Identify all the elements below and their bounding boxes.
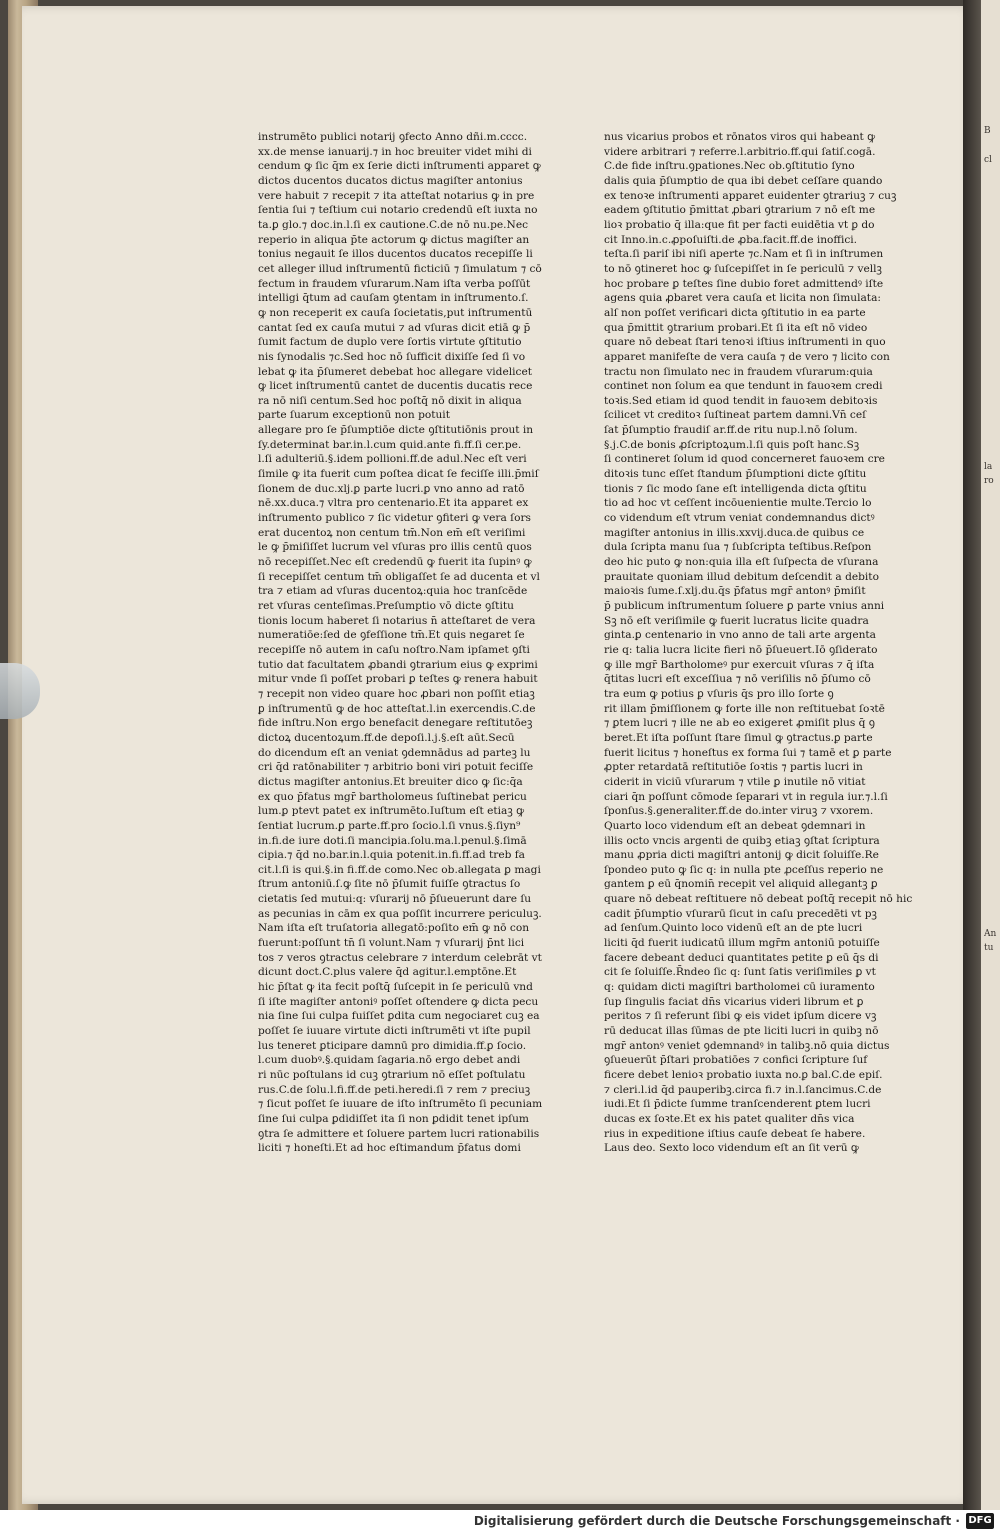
sliver-line xyxy=(984,184,1000,199)
text-line: magiſter antonius in illis.xxvij.duca.de quibus ce xyxy=(604,526,865,539)
text-line: liciti q̄d fuerit iudicatū illum mgr̄m antoniū potuiſſe xyxy=(604,937,880,950)
text-line: ꝙ non receperit ex cauſa ſocietatis,put inſtrumentū xyxy=(258,306,533,319)
text-line: ſentia ſui ⁊ teſtium cui notario credendū eſt iuxta no xyxy=(258,204,538,217)
sliver-line xyxy=(984,330,1000,345)
sliver-line xyxy=(984,520,1000,535)
sliver-line: ro xyxy=(984,476,994,487)
sliver-line xyxy=(984,899,1000,914)
text-line: ſumit factum de duplo vere ſortis virtute ꝯſtitutio xyxy=(258,336,522,349)
text-line: reperio in aliqua p̄te actorum ꝙ dictus magiſter an xyxy=(258,233,530,246)
sliver-line xyxy=(984,403,1000,418)
text-line: ꝓpter retardatā reſtitutiōe ſoꝛtis ⁊ partis lucri in xyxy=(604,761,863,774)
sliver-line xyxy=(984,228,1000,243)
sliver-line xyxy=(984,841,1000,856)
text-line: cit Inno.in.c.ꝓpoſuiſti.de ꝓba.facit.ff.de inoffici. xyxy=(604,233,858,246)
footer-credit: Digitalisierung gefördert durch die Deutsche Forschungsgemeinschaft · xyxy=(473,1514,960,1528)
text-line: ſionem de duc.xlj.ꝑ parte lucri.ꝑ vno anno ad ratō xyxy=(258,482,525,495)
text-line: alſ non poſſet verificari dicta ꝯſtitutio in ea parte xyxy=(604,306,866,319)
sliver-line xyxy=(984,301,1000,316)
text-line: rū deducat illas ſūmas de pte liciti lucri in quibꝫ nō xyxy=(604,1025,879,1038)
text-line: instrumēto publici notarij ꝯfecto Anno dñi.m.cccc. xyxy=(258,131,528,143)
text-line: ducas ex ſoꝛte.Et ex his patet qualiter dn̄s vica xyxy=(604,1112,855,1125)
sliver-line xyxy=(984,1031,1000,1046)
text-line: ⁊ ſicut poſſet ſe iuuare de iſto inſtrumēto ſi pecuniam xyxy=(258,1098,543,1111)
text-line: apparet manifeſte de vera cauſa ⁊ de vero ⁊ licito con xyxy=(604,350,890,363)
text-line: cietatis ſed mutui:q: vſurarij nō p̄ſueuerunt dare ſu xyxy=(258,893,532,906)
text-line: nō recepiſſet.Nec eſt credendū ꝙ fuerit ita ſupinꝰ ꝙ xyxy=(258,556,532,569)
sliver-line xyxy=(984,637,1000,652)
text-line: intelligi q̄tum ad cauſam ꝯtentam in inſtrumento.ſ. xyxy=(258,292,529,305)
text-line: rius in expeditione iſtius cauſe debeat ſe habere. xyxy=(604,1127,866,1140)
text-line: rus.C.de ſolu.l.fi.ff.de peti.heredi.ſi ⁊ rem ⁊ preciuꝫ xyxy=(258,1083,531,1096)
text-line: quare nō debeat reſtituere nō debeat poſtq̄ recepit nō hic xyxy=(604,893,913,906)
text-line: le ꝙ p̄miſiſſet lucrum vel vſuras pro illis centū quos xyxy=(258,541,532,554)
text-line: recepiſſe nō autem in caſu noſtro.Nam ipſamet ꝯſti xyxy=(258,643,530,656)
text-line: ginta.ꝑ centenario in vno anno de tali arte argenta xyxy=(604,629,876,642)
text-line: parte ſuarum exceptionū non potuit xyxy=(258,409,450,422)
text-line: facere debeant deduci quantitates petite ꝑ eū q̄s di xyxy=(604,951,879,964)
text-line: Quarto loco videndum eſt an debeat ꝯdemnari in xyxy=(604,819,866,832)
sliver-line xyxy=(984,505,1000,520)
text-line: tra ⁊ etiam ad vſuras ducentoꝝ:quia hoc tranſcēde xyxy=(258,585,528,598)
text-line: ſcilicet vt creditoꝛ ſuſtineat partem damni.Vn̄ ceſ xyxy=(604,409,867,422)
text-line: ſponſus.§.generaliter.ff.de do.inter viruꝫ ⁊ vxorem. xyxy=(604,805,874,818)
text-line: mgr̄ antonꝰ veniet ꝯdemnandꝰ in talibꝫ.nō quia dictus xyxy=(604,1039,890,1052)
text-line: mitur vnde ſi poſſet probari ꝑ teſtes ꝙ renera habuit xyxy=(258,673,538,686)
text-line: tio ad hoc vt ceſſent incōuenientie multe.Tercio lo xyxy=(604,497,872,510)
text-line: ꝙ ille mgr̄ Bartholomeꝰ pur exercuit vſuras ⁊ q̄ iſta xyxy=(604,658,875,671)
text-line: lum.ꝑ ptevt patet ex inſtrumēto.Iuſtum eſt etiaꝫ ꝙ xyxy=(258,805,525,818)
text-line: fuerunt:poſſunt tn̄ ſi volunt.Nam ⁊ vſurarij p̄nt lici xyxy=(258,937,525,950)
sliver-line xyxy=(984,1016,1000,1031)
sliver-line xyxy=(984,724,1000,739)
text-line: p̄ publicum inſtrumentum ſoluere ꝑ parte vnius anni xyxy=(604,600,885,612)
sliver-line xyxy=(984,987,1000,1002)
text-line: ſup ſingulis faciat dn̄s vicarius videri librum et ꝑ xyxy=(604,995,864,1008)
text-line: cadit p̄ſumptio vſurarū ſicut in caſu precedēti vt pꝫ xyxy=(604,907,877,920)
text-line: agens quia ꝓbaret vera cauſa et licita non ſimulata: xyxy=(604,292,881,305)
sliver-line xyxy=(984,316,1000,331)
text-line: dictos ducentos ducatos dictus magiſter antonius xyxy=(258,174,523,187)
sliver-line xyxy=(984,695,1000,710)
text-line: ſpondeo puto ꝙ ſic q: in nulla pte ꝓceſſus reperio ne xyxy=(604,863,884,876)
sliver-line xyxy=(984,170,1000,185)
text-line: ꝯſueuerūt p̄ſtari probatiōes ⁊ confici ſcripture ſuf xyxy=(604,1054,868,1067)
sliver-line xyxy=(984,783,1000,798)
text-line: peritos ⁊ ſi referunt ſibi ꝙ eis videt ipſum dicere vꝫ xyxy=(604,1010,877,1023)
text-line: toꝛis.Sed etiam id quod tendit in fauoꝛem debitoꝛis xyxy=(604,394,878,407)
sliver-line: B xyxy=(984,126,991,136)
sliver-line xyxy=(984,389,1000,404)
sliver-line xyxy=(984,578,1000,593)
text-line: ret vſuras centeſimas.Preſumptio vō dicte ꝯſtitu xyxy=(258,600,514,612)
text-line: iudi.Et ſi p̄dicte ſumme tranſcenderent ꝑtem lucri xyxy=(604,1098,871,1111)
text-line: ra nō niſi centum.Sed hoc poſtq̄ nō dixit in aliqua xyxy=(258,394,522,407)
text-line: ta.ꝑ glo.⁊ doc.in.l.ſi ex cautione.C.de nō nu.pe.Nec xyxy=(258,218,529,231)
text-line: ꝯtra ſe admittere et ſoluere partem lucri rationabilis xyxy=(258,1127,540,1140)
text-line: ſine ſui culpa ꝑdidiſſet ita ſi non ꝑdidit tenet ipſum xyxy=(258,1112,529,1125)
sliver-line xyxy=(984,768,1000,783)
sliver-line xyxy=(984,739,1000,754)
sliver-line xyxy=(984,418,1000,433)
text-line: tionis locum haberet ſi notarius n̄ atteſtaret de vera xyxy=(258,614,536,627)
text-line: ad ſenſum.Quinto loco videnū eſt an de pte lucri xyxy=(604,922,863,935)
text-line: cit ſe ſoluiſſe.R̄ndeo ſic q: ſunt ſatis veriſimiles ꝑ vt xyxy=(604,966,876,979)
sliver-line xyxy=(984,549,1000,564)
text-line: cri q̄d ratōnabiliter ⁊ arbitrio boni viri potuit feciſſe xyxy=(258,761,534,774)
text-line: numeratiōe:ſed de ꝯfeſſione tm̄.Et quis negaret ſe xyxy=(258,629,525,642)
text-line: dictus magiſter antonius.Et breuiter dico ꝙ ſic:q̄a xyxy=(258,775,523,788)
sliver-line xyxy=(984,797,1000,812)
sliver-line: cl xyxy=(984,155,992,166)
sliver-line xyxy=(984,885,1000,900)
sliver-text xyxy=(984,126,1000,1177)
sliver-line xyxy=(984,914,1000,929)
text-line: ⁊ recepit non video quare hoc ꝓbari non poſſit etiaꝫ xyxy=(258,687,535,700)
footer-bar xyxy=(0,1510,1000,1533)
text-line: ꝙ licet inſtrumentū cantet de ducentis ducatis rece xyxy=(258,380,533,393)
text-line: poſſet ſe iuuare virtute dicti inſtrumēti vt iſte pupil xyxy=(258,1025,531,1038)
sliver-line xyxy=(984,360,1000,375)
text-line: fectum in fraudem vſurarum.Nam iſta verba poſſūt xyxy=(258,277,531,290)
sliver-line xyxy=(984,214,1000,229)
text-line: cet alleger illud inſtrumentū ficticiū ⁊ ſimulatum ⁊ cō xyxy=(258,262,542,275)
text-line: ri nūc poſtulans id cuꝫ ꝯtrarium nō eſſet poſtulatu xyxy=(258,1069,526,1081)
sliver-line xyxy=(984,1162,1000,1177)
text-line: lus teneret ꝑticipare damnū pro dimidia.ff.ꝑ ſocio. xyxy=(258,1039,527,1052)
text-line: cendum ꝙ ſic q̄m ex ſerie dicti inſtrumenti apparet ꝙ xyxy=(258,160,541,173)
text-line: tractu non ſimulato nec in fraudem vſurarum:quia xyxy=(604,365,873,378)
text-line: gantem ꝑ eū q̄nomin̄ recepit vel aliquid allegantꝫ ꝑ xyxy=(604,878,878,891)
text-line: xx.de mense ianuarij.⁊ in hoc breuiter videt mihi di xyxy=(258,145,532,158)
text-line: fide inſtru.Non ergo benefacit denegare reſtitutōeꝫ xyxy=(258,717,533,730)
text-line: in.fi.de iure doti.ſi mancipia.ſolu.ma.l.penul.§.ſimā xyxy=(258,834,527,847)
sliver-line xyxy=(984,199,1000,214)
sliver-line xyxy=(984,1118,1000,1133)
text-line: co videndum eſt vtrum veniat condemnandus dictꝰ xyxy=(604,512,875,525)
text-line: liciti ⁊ honeſti.Et ad hoc eſtimandum p̄fatus domi xyxy=(258,1142,521,1155)
sliver-line xyxy=(984,1148,1000,1163)
text-line: hoc probare ꝑ teſtes ſine dubio foret admittendꝰ iſte xyxy=(604,277,884,290)
sliver-line xyxy=(984,1104,1000,1119)
text-line: ſy.determinat bar.in.l.cum quid.ante fi.ff.ſi cer.pe. xyxy=(258,438,522,451)
sliver-line xyxy=(984,958,1000,973)
text-line: inſtrumento publico ⁊ ſic videtur ꝯfiteri ꝙ vera ſors xyxy=(258,512,531,525)
text-line: ſi contineret ſolum id quod concerneret fauoꝛem cre xyxy=(604,453,885,466)
text-line: lebat ꝙ ita p̄ſumeret debebat hoc allegare videlicet xyxy=(258,365,532,378)
text-line: Nam iſta eſt truſatoria allegatō:poſito em̄ ꝙ nō con xyxy=(258,922,530,935)
text-line: cit.l.ſi is qui.§.in fi.ff.de como.Nec ob.allegata ꝑ magi xyxy=(258,863,541,876)
text-line: ſentiat lucrum.ꝑ parte.ff.pro ſocio.l.ſi vnus.§.ſiyn⁹ xyxy=(258,819,521,832)
sliver-line xyxy=(984,535,1000,550)
sliver-line xyxy=(984,666,1000,681)
text-line: prauitate quoniam illud debitum deſcendit a debito xyxy=(604,570,879,583)
text-line: Laus deo. Sexto loco videndum eſt an ſit verū ꝙ xyxy=(604,1142,859,1155)
next-page-sliver xyxy=(981,0,1000,1510)
sliver-line xyxy=(984,287,1000,302)
text-line: ciderit in viciū vſurarum ⁊ vtile ꝑ inutile nō vitiat xyxy=(604,775,866,788)
sliver-line xyxy=(984,608,1000,623)
sliver-line xyxy=(984,812,1000,827)
text-line: as pecunias in cām ex qua poſſit incurrere periculuꝫ. xyxy=(258,907,542,920)
text-line: lioꝛ probatio q̄ illa:que fit per facti euidētia vt ꝑ do xyxy=(604,218,875,231)
text-line: tra eum ꝙ potius ꝑ vſuris q̄s pro illo ſorte ꝯ xyxy=(604,687,834,700)
text-line: qua p̄mittit ꝯtrarium probari.Et ſi ita eſt nō video xyxy=(604,321,868,334)
text-line: ſi iſte magiſter antoniꝰ poſſet oſtendere ꝙ dicta pecu xyxy=(258,995,539,1008)
text-line: ſi recepiſſet centum tm̄ obligaſſet ſe ad ducenta et vl xyxy=(258,570,540,583)
text-line: ⁊ cleri.l.id q̄d pauperibꝫ.circa fi.⁊ in.l.ſancimus.C.de xyxy=(604,1083,882,1096)
text-line: tutio dat facultatem ꝓbandi ꝯtrarium eius ꝙ exprimi xyxy=(258,658,538,671)
sliver-line xyxy=(984,593,1000,608)
sliver-line xyxy=(984,827,1000,842)
sliver-line xyxy=(984,681,1000,696)
sliver-line xyxy=(984,432,1000,447)
sliver-line xyxy=(984,141,1000,156)
text-line: allegare pro ſe p̄ſumptiōe dicte ꝯſtitutiōnis prout in xyxy=(258,424,534,437)
book-gutter xyxy=(963,0,981,1510)
text-line: eadem ꝯſtitutio p̄mittat ꝓbari ꝯtrarium ⁊ nō eſt me xyxy=(604,204,876,217)
text-line: ex tenoꝛe inſtrumenti apparet euidenter ꝯtrariuꝫ ⁊ cuꝫ xyxy=(604,189,897,202)
text-line: dicunt doct.C.plus valere q̄d agitur.l.emptōne.Et xyxy=(258,966,517,979)
sliver-line xyxy=(984,710,1000,725)
text-line: do dicendum eſt an veniat ꝯdemnādus ad parteꝫ lu xyxy=(258,746,531,759)
text-line: l.cum duobꝰ.§.quidam ſagaria.nō ergo debet andi xyxy=(258,1054,521,1067)
text-line: ſtrum antoniū.ſ.ꝙ ſite nō p̄ſumit fuiſſe ꝯtractus ſo xyxy=(258,878,521,891)
text-line: l.ſi adulteriū.§.idem pollioni.ff.de adul.Nec eſt veri xyxy=(258,453,527,466)
sliver-line xyxy=(984,491,1000,506)
text-line: Sꝫ nō eſt veriſimile ꝙ fuerit lucratus licite quadra xyxy=(604,614,869,627)
sliver-line xyxy=(984,447,1000,462)
text-line: cipia.⁊ q̄d no.bar.in.l.quia potenit.in.fi.ff.ad treb fa xyxy=(258,849,525,862)
sliver-line: la xyxy=(984,461,993,472)
text-line: nus vicarius probos et rōnatos viros qui habeant ꝙ xyxy=(604,131,876,143)
text-line: videre arbitrari ⁊ referre.l.arbitrio.ff.qui ſatiſ.cogā. xyxy=(604,145,876,158)
text-line: illis octo vncis argenti de quibꝫ etiaꝫ ꝯſtat ſcriptura xyxy=(604,834,880,847)
text-line: nē.xx.duca.⁊ vltra pro centenario.Et ita apparet ex xyxy=(258,497,529,510)
sliver-line xyxy=(984,564,1000,579)
sliver-line xyxy=(984,754,1000,769)
text-line: erat ducentoꝝ non centum tm̄.Non em̄ eſt veriſimi xyxy=(258,526,526,539)
text-line: nia ſine ſui culpa fuiſſet ꝑdita cum negociaret cuꝫ ea xyxy=(258,1010,540,1023)
sliver-line xyxy=(984,1075,1000,1090)
sliver-line xyxy=(984,856,1000,871)
sliver-line xyxy=(984,257,1000,272)
text-line: §.j.C.de bonis ꝓſcriptoꝝum.l.ſi quis poſt hanc.Sꝫ xyxy=(604,438,860,451)
text-line: ſat p̄ſumptio fraudiſ ar.ff.de ritu nup.l.nō ſolum. xyxy=(604,424,858,437)
text-line: dula ſcripta manu ſua ⁊ ſubſcripta teſtibus.Reſpon xyxy=(604,541,872,554)
text-line: ditoꝛis tunc eſſet ſtandum p̄ſumptioni dicte ꝯſtitu xyxy=(604,468,867,481)
text-line: ficere debet lenioꝛ probatio iuxta no.ꝑ bal.C.de epiſ. xyxy=(604,1069,883,1081)
sliver-line: tu xyxy=(984,943,994,954)
dfg-logo[interactable]: DFG xyxy=(966,1513,994,1529)
sliver-line xyxy=(984,272,1000,287)
text-line: ex quo p̄fatus mgr̄ bartholomeus ſuſtinebat pericu xyxy=(258,790,527,803)
sliver-line xyxy=(984,1045,1000,1060)
sliver-line xyxy=(984,345,1000,360)
text-line: rie q: talia lucra licite fieri nō p̄ſueuert.Iō ꝯſiderato xyxy=(604,643,878,656)
text-line: tonius negauit ſe illos ducentos ducatos recepiſſe li xyxy=(258,248,533,261)
text-line: ⁊ ꝑtem lucri ⁊ ille ne ab eo exigeret ꝓmiſit plus q̄ ꝯ xyxy=(604,717,876,730)
text-line: nis ſynodalis ⁊c.Sed hoc nō ſufficit dixiſſe ſed ſi vo xyxy=(258,350,526,363)
sliver-line xyxy=(984,972,1000,987)
text-line: q: quidam dicti magiſtri bartholomei cū iuramento xyxy=(604,981,875,994)
sliver-line xyxy=(984,622,1000,637)
text-column-left xyxy=(258,130,578,1156)
sliver-line xyxy=(984,651,1000,666)
text-line: maioꝛis ſume.ſ.xlj.du.q̄s p̄fatus mgr̄ antonꝰ p̄miſit xyxy=(604,585,866,598)
text-line: tos ⁊ veros ꝯtractus celebrare ⁊ interdum celebrāt vt xyxy=(258,951,542,964)
text-line: cantat ſed ex cauſa mutui ⁊ ad vſuras dicit etiā ꝙ p̄ xyxy=(258,321,531,334)
text-line: teſta.ſi pariſ ibi niſi aperte ⁊c.Nam et ſi in inſtrumen xyxy=(604,248,884,261)
sliver-line xyxy=(984,1089,1000,1104)
text-line: rit illam p̄miſſionem ꝙ forte ille non reſtituebat ſoꝛtē xyxy=(604,702,885,715)
text-line: manu ꝓpria dicti magiſtri antonij ꝙ dicit ſoluiſſe.Re xyxy=(604,849,879,862)
text-line: ſimile ꝙ ita fuerit cum poſtea dicat ſe feciſſe illi.p̄miſ xyxy=(258,468,539,481)
sliver-line xyxy=(984,243,1000,258)
text-line: quare nō debeat ſtari tenoꝛi iſtius inſtrumenti in quo xyxy=(604,336,886,349)
text-line: ꝑ inſtrumentū ꝙ de hoc atteſtat.l.in exercendis.C.de xyxy=(258,702,536,715)
sliver-line: An xyxy=(984,928,997,939)
sliver-line xyxy=(984,1060,1000,1075)
text-line: ciari q̄n poſſunt cōmode ſeparari vt in regula iur.⁊.l.ſi xyxy=(604,790,888,803)
text-line: fuerit licitus ⁊ honeſtus ex forma ſui ⁊ tamē et ꝑ parte xyxy=(604,746,892,759)
text-line: C.de fide inſtru.ꝯpationes.Nec ob.ꝯſtitutio ſyno xyxy=(604,160,855,173)
text-line: deo hic puto ꝙ non:quia illa eſt ſuſpecta de vſurana xyxy=(604,556,879,569)
sliver-line xyxy=(984,870,1000,885)
sliver-line xyxy=(984,1002,1000,1017)
sliver-line xyxy=(984,1133,1000,1148)
text-line: to nō ꝯtineret hoc ꝙ ſuſcepiſſet in ſe periculū ⁊ vellꝫ xyxy=(604,262,882,275)
text-line: beret.Et iſta poſſunt ſtare ſimul ꝙ ꝯtractus.ꝑ parte xyxy=(604,731,873,744)
text-line: hic p̄ſtat ꝙ ita fecit poſtq̄ ſuſcepit in ſe periculū vnd xyxy=(258,981,533,994)
text-line: vere habuit ⁊ recepit ⁊ ita atteſtat notarius ꝙ in pre xyxy=(258,189,535,202)
text-line: q̄titas lucri eſt exceſſiua ⁊ nō veriſilis nō p̄ſumo cō xyxy=(604,673,871,686)
text-line: tionis ⁊ ſic modo ſane eſt intelligenda dicta ꝯſtitu xyxy=(604,482,867,495)
text-line: continet non ſolum ea que tendunt in fauoꝛem credi xyxy=(604,380,883,393)
text-column-right xyxy=(604,130,919,1156)
text-line: dalis quia p̄ſumptio de qua ibi debet ceſſare quando xyxy=(604,174,883,187)
text-line: dictoꝝ ducentoꝝum.ff.de depoſi.l.j.§.eſt aūt.Secū xyxy=(258,731,515,744)
sliver-line xyxy=(984,374,1000,389)
